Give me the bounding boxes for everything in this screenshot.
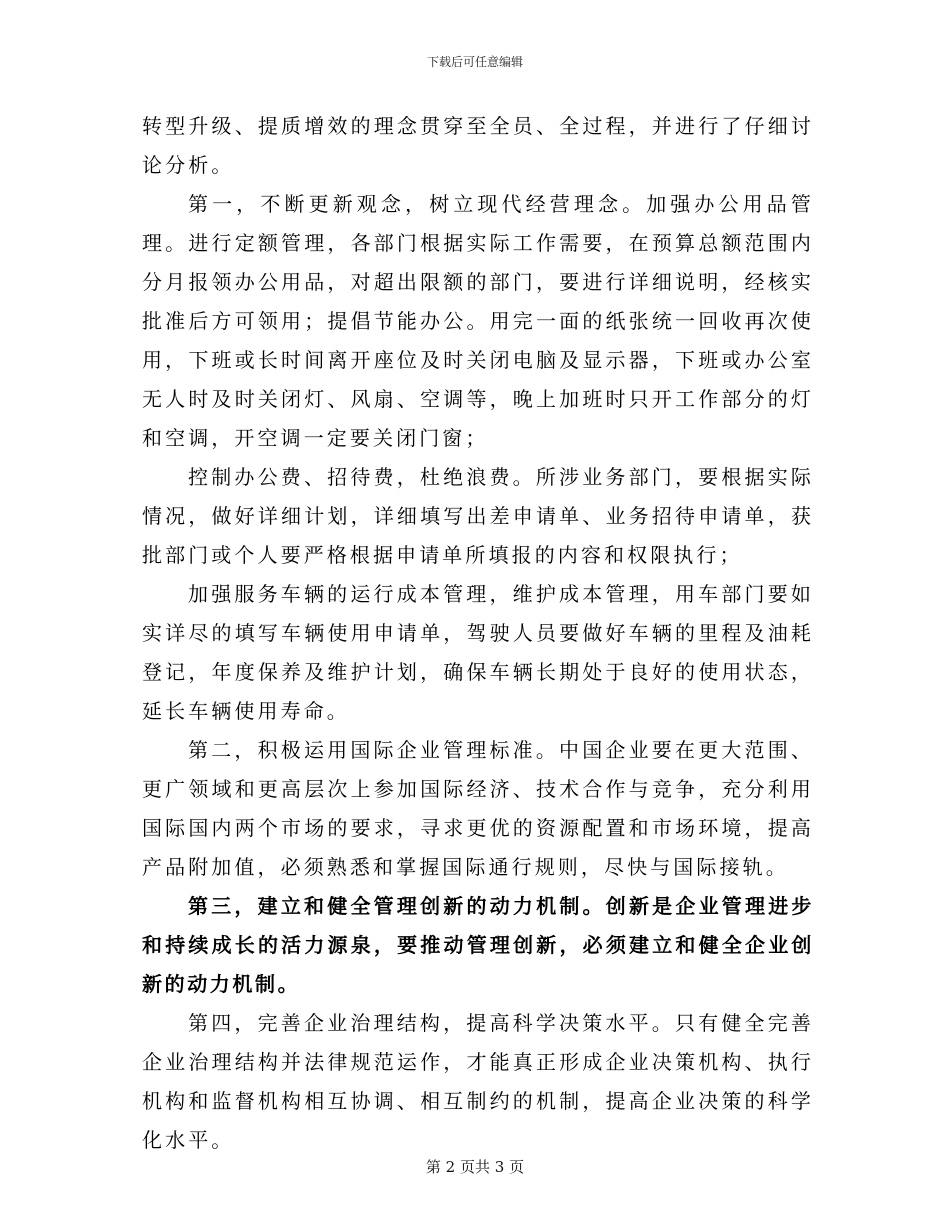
paragraph-first-point: 第一，不断更新观念，树立现代经营理念。加强办公用品管理。进行定额管理，各部门根据实际工作需要，在预算总额范围内分月报领办公用品，对超出限额的部门，要进行详细说明，经核实批准后方可领用；提倡节能办公。用完一面的纸张统一回收再次使用，下班或长时间离开座位及时关闭电脑及显示器，下班或办公室无人时及时关闭灯、风扇、空调等，晚上加班时只开工作部分的灯和空调，开空调一定要关闭门窗； [142, 192, 814, 450]
paragraph-vehicle-management: 加强服务车辆的运行成本管理，维护成本管理，用车部门要如实详尽的填写车辆使用申请单，驾驶人员要做好车辆的里程及油耗登记，年度保养及维护计划，确保车辆长期处于良好的使用状态，延长车辆使用寿命。 [142, 582, 814, 723]
page-footer: 第 2 页共 3 页 [425, 1158, 525, 1176]
paragraph-expense-control: 控制办公费、招待费，杜绝浪费。所涉业务部门，要根据实际情况，做好详细计划，详细填写出差申请单、业务招待申请单，获批部门或个人要严格根据申请单所填报的内容和权限执行； [142, 465, 814, 567]
paragraph-second-point: 第二，积极运用国际企业管理标准。中国企业要在更大范围、更广领域和更高层次上参加国际经济、技术合作与竞争，充分利用国际国内两个市场的要求，寻求更优的资源配置和市场环境，提高产品附加值，必须熟悉和掌握国际通行规则，尽快与国际接轨。 [142, 738, 814, 879]
document-body [142, 107, 814, 1160]
paragraph-third-point: 第三，建立和健全管理创新的动力机制。创新是企业管理进步和持续成长的活力源泉，要推动管理创新，必须建立和健全企业创新的动力机制。 [142, 894, 814, 996]
paragraph-fourth-point: 第四，完善企业治理结构，提高科学决策水平。只有健全完善企业治理结构并法律规范运作，才能真正形成企业决策机构、执行机构和监督机构相互协调、相互制约的机制，提高企业决策的科学化水平。 [142, 1011, 814, 1152]
page-header: 下载后可任意编辑 [426, 55, 523, 69]
paragraph-continuation: 转型升级、提质增效的理念贯穿至全员、全过程，并进行了仔细讨论分析。 [142, 114, 814, 177]
